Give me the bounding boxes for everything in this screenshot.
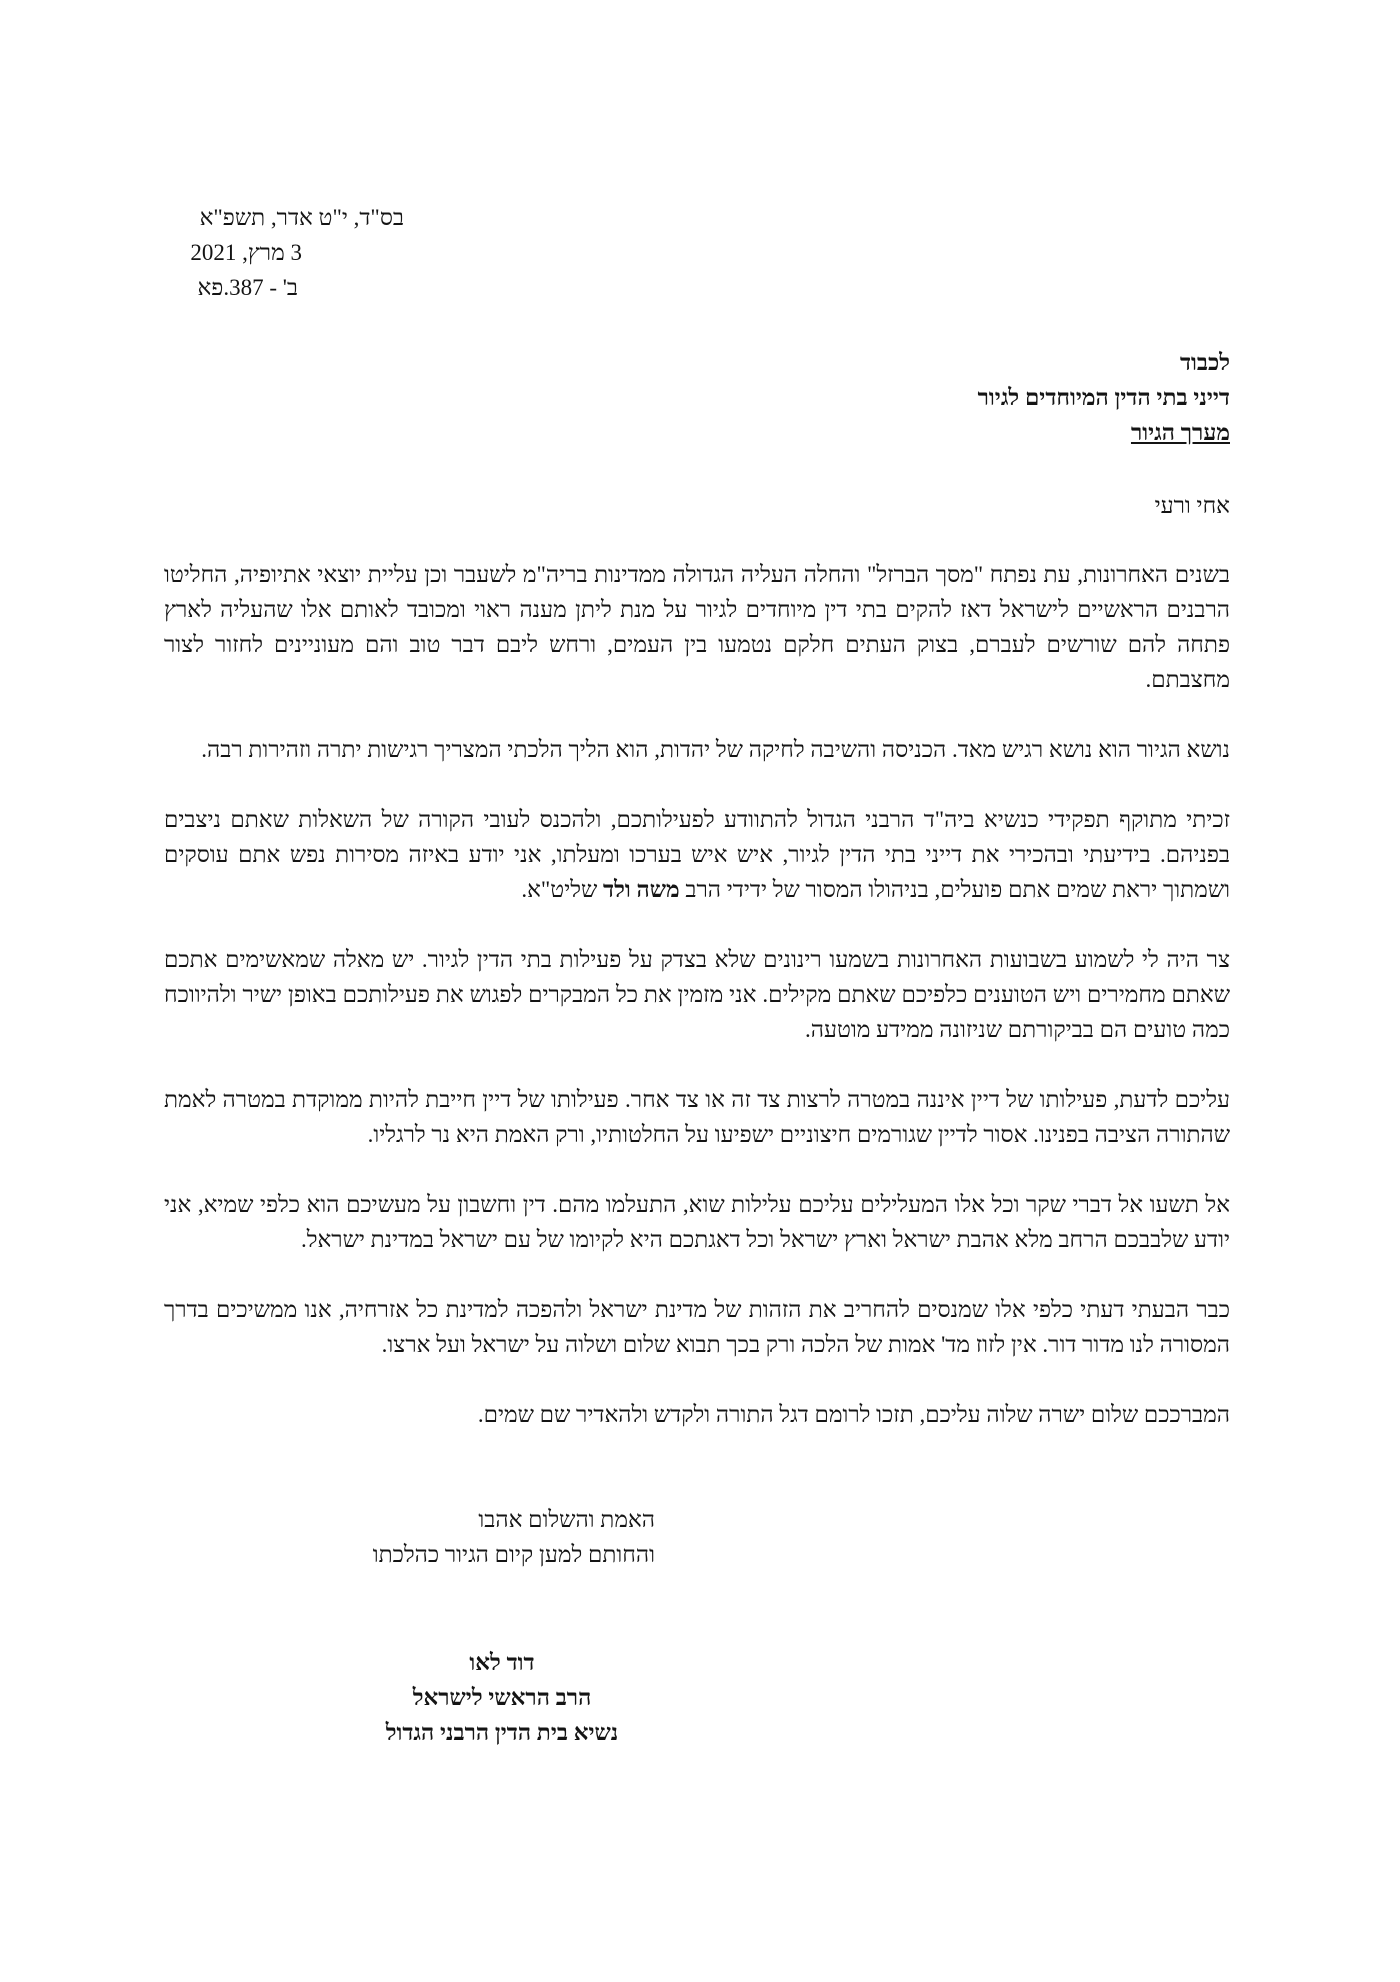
gregorian-date: 3 מרץ, 2021 (190, 240, 302, 265)
signer-name: דוד לאו (469, 1650, 535, 1675)
office-name: מערך הגיור (1130, 420, 1230, 445)
salutation: לכבוד (1179, 350, 1230, 375)
paragraph-3-text: זכיתי מתוקף תפקידי כנשיא ביה"ד הרבני הגדול להתוודע לפעילותכם, ולהכנס לעובי הקורה של השאלות שאתם ניצבים בפניהם. בידיעתי ובהכירי את דייני בתי הדין לגיור, איש איש בערכו ומעלתו, אני יודע באיזה מסירות נפש אתם עוסקים ושמתוך יראת שמים אתם פועלים, בניהולו המסור של ידידי הרב (164, 807, 1230, 902)
paragraph-1: בשנים האחרונות, עת נפתח "מסך הברזל" והחלה העליה הגדולה ממדינות בריה"מ לשעבר וכן עליית יוצאי אתיופיה, החליטו הרבנים הראשיים לישראל דאז להקים בתי דין מיוחדים לגיור על מנת ליתן מענה ראוי ומכובד לאותם אלו שהעליה לארץ פתחה להם שורשים לעברם, בצוק העתים חלקם נטמעו בין העמים, ורחש ליבם דבר טוב והם מעוניינים לחזור לצור מחצבתם. (164, 562, 1230, 692)
paragraph-5: עליכם לדעת, פעילותו של דיין איננה במטרה לרצות צד זה או צד אחר. פעילותו של דיין חייבת להיות ממוקדת במטרה לאמת שהתורה הציבה בפנינו. אסור לדיין שגורמים חיצוניים ישפיעו על החלטותיו, ורק האמת היא נר לרגליו. (164, 1087, 1230, 1147)
signer-title: הרב הראשי לישראל (412, 1685, 592, 1710)
paragraph-3-end: שליט"א. (521, 877, 598, 902)
signature-block (302, 1645, 702, 1750)
paragraph-6: אל תשעו אל דברי שקר וכל אלו המעלילים עליכם עלילות שוא, התעלמו מהם. דין וחשבון על מעשיכם הוא כלפי שמיא, אני יודע שלבבכם הרחב מלא אהבת ישראל וארץ ישראל וכל דאגתכם היא לקיומו של עם ישראל במדינת ישראל. (164, 1192, 1230, 1252)
reference-number: ב' - 387.פא (197, 275, 298, 300)
paragraph-2: נושא הגיור הוא נושא רגיש מאד. הכניסה והשיבה לחיקה של יהדות, הוא הליך הלכתי המצריך רגישות יתרה וזהירות רבה. (201, 737, 1230, 762)
closing-block (225, 1502, 655, 1572)
paragraph-8: המברככם שלום ישרה שלוה עליכם, תזכו לרומם דגל התורה ולקדש ולהאדיר שם שמים. (477, 1402, 1230, 1427)
hebrew-date: בס"ד, י"ט אדר, תשפ"א (199, 205, 404, 230)
closing-line-1: האמת והשלום אהבו (478, 1507, 655, 1532)
closing-line-2: והחותם למען קיום הגיור כהלכתו (372, 1542, 655, 1567)
recipients: דייני בתי הדין המיוחדים לגיור (977, 385, 1230, 410)
letter-body (164, 557, 1230, 1432)
paragraph-4: צר היה לי לשמוע בשבועות האחרונות בשמעו רינונים שלא בצדק על פעילות בתי הדין לגיור. יש מאלה שמאשימים אתכם שאתם מחמירים ויש הטוענים כלפיכם שאתם מקילים. אני מזמין את כל המבקרים לפגוש את פעילותכם באופן ישיר ולהיווכח כמה טועים הם בביקורתם שניזונה ממידע מוטעה. (164, 947, 1230, 1042)
letter-body-column (164, 345, 1230, 1750)
paragraph-3 (164, 802, 1230, 907)
signer-position: נשיא בית הדין הרבני הגדול (385, 1720, 619, 1745)
director-name: משה ולד (603, 877, 680, 902)
addressee-block (164, 345, 1230, 450)
paragraph-7: כבר הבעתי דעתי כלפי אלו שמנסים להחריב את הזהות של מדינת ישראל ולהפכה למדינת כל אזרחיה, אנו ממשיכים בדרך המסורה לנו מדור דור. אין לזוז מד' אמות של הלכה ורק בכך תבוא שלום ושלוה על ישראל ועל ארצו. (164, 1297, 1230, 1357)
greeting: אחי ורעי (1154, 493, 1230, 518)
